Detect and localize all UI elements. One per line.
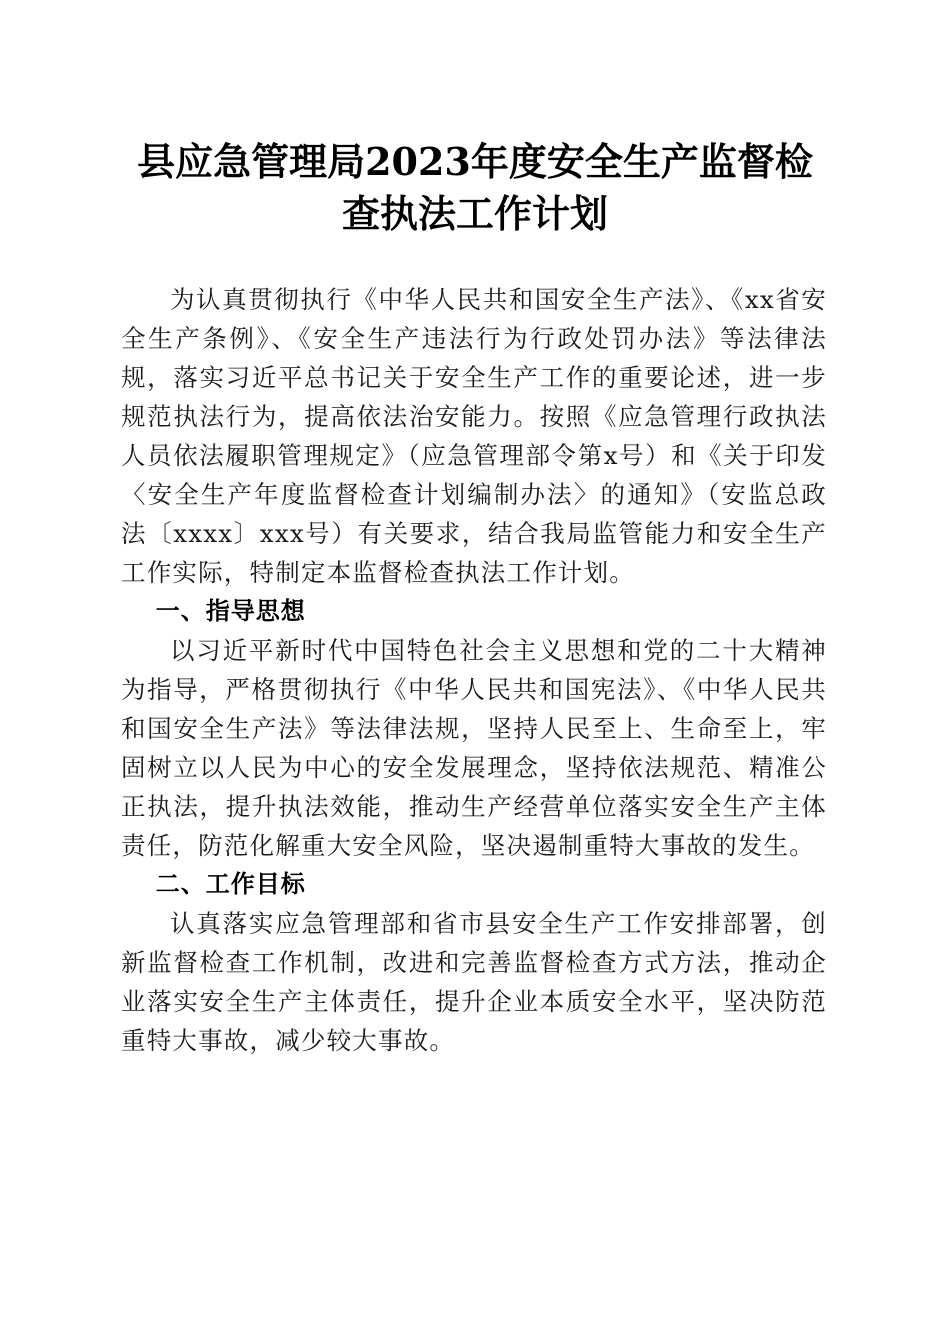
intro-paragraph: 为认真贯彻执行《中华人民共和国安全生产法》、《xx省安全生产条例》、《安全生产违法行为行政处罚办法》等法律法规，落实习近平总书记关于安全生产工作的重要论述，进一步规范执法行为，提高依法治安能力。按照《应急管理行政执法人员依法履职管理规定》（应急管理部令第x号）和《关于印发〈安全生产年度监督检查计划编制办法〉的通知》（安监总政法〔xxxx〕xxx号）有关要求，结合我局监管能力和安全生产工作实际，特制定本监督检查执法工作计划。 bbox=[121, 285, 827, 587]
section-paragraph-work-goals: 认真落实应急管理部和省市县安全生产工作安排部署，创新监督检查工作机制，改进和完善监督检查方式方法，推动企业落实安全生产主体责任，提升企业本质安全水平，坚决防范重特大事故，减少较大事故。 bbox=[121, 909, 827, 1055]
section-paragraph-guiding-ideology: 以习近平新时代中国特色社会主义思想和党的二十大精神为指导，严格贯彻执行《中华人民共和国宪法》、《中华人民共和国安全生产法》等法律法规，坚持人民至上、生命至上，牢固树立以人民为中心的安全发展理念，坚持依法规范、精准公正执法，提升执法效能，推动生产经营单位落实安全生产主体责任，防范化解重大安全风险，坚决遏制重特大事故的发生。 bbox=[121, 636, 827, 860]
section-heading-work-goals: 二、工作目标 bbox=[155, 870, 306, 898]
section-heading-guiding-ideology: 一、指导思想 bbox=[155, 597, 306, 625]
document-title: 县应急管理局2023年度安全生产监督检查执法工作计划 bbox=[137, 139, 813, 236]
document-body bbox=[121, 280, 827, 1060]
